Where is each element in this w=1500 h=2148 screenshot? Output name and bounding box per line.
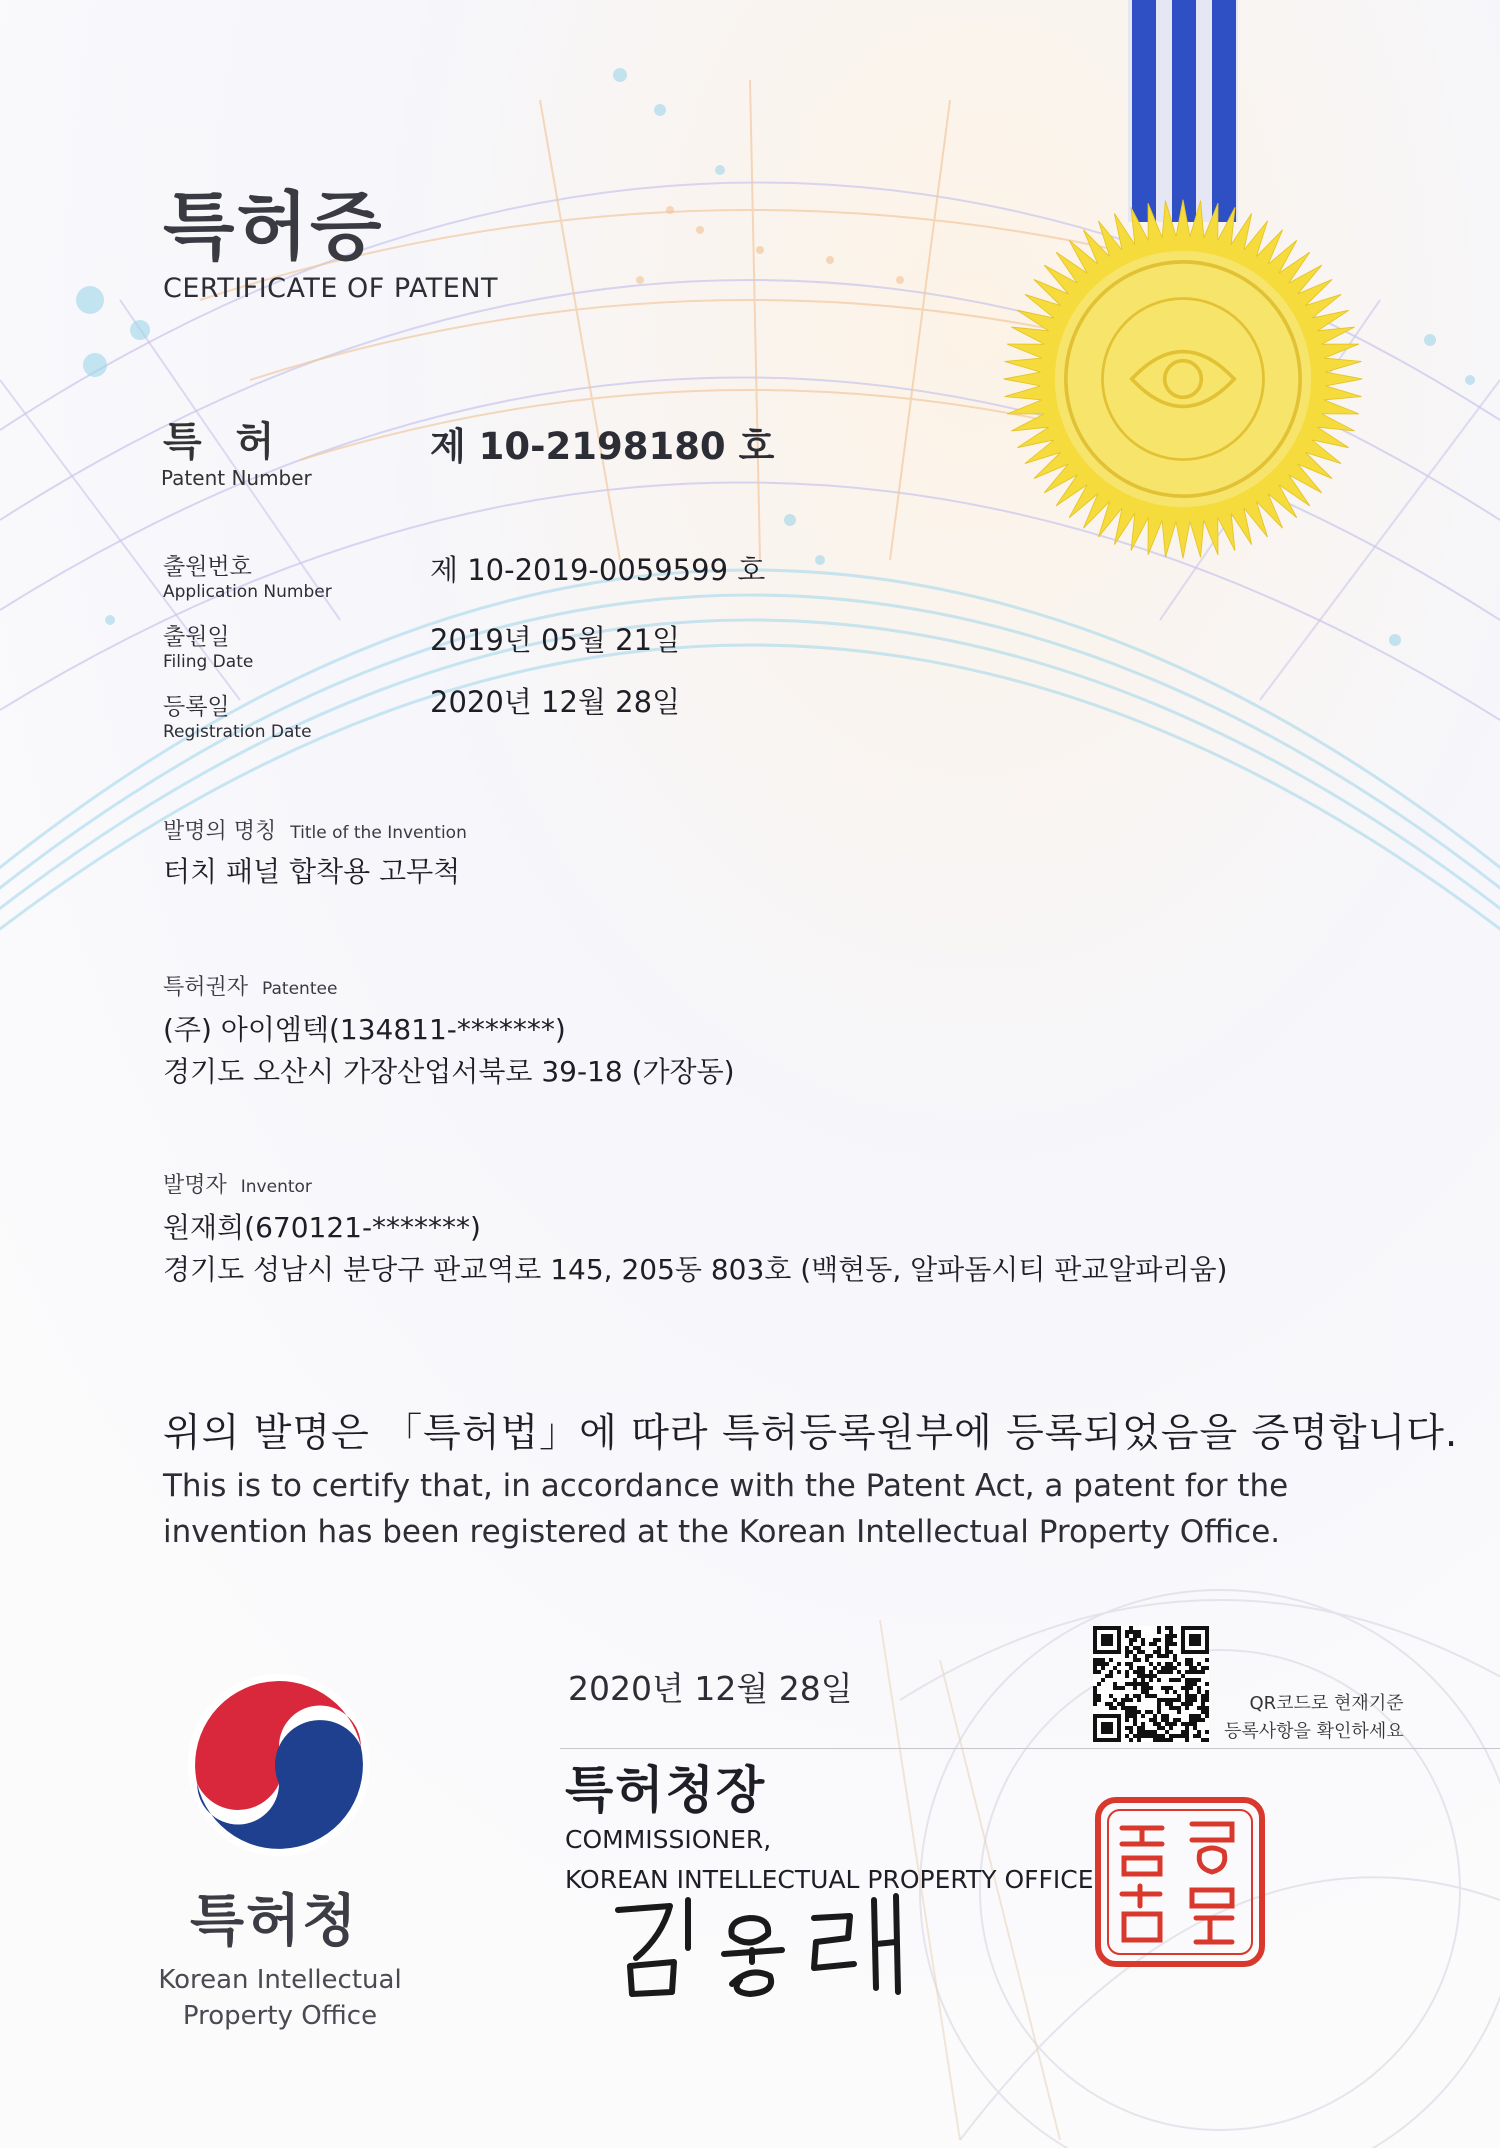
qr-instruction-line2: 등록사항을 확인하세요 <box>1224 1721 1404 1742</box>
patentee-label-en: Patentee <box>262 979 338 999</box>
registration-date-label: 등록일 <box>163 694 230 720</box>
kipo-name-en <box>150 1962 410 2034</box>
document-title: 특허증 <box>163 184 384 270</box>
filing-date-label: 출원일 <box>163 624 230 650</box>
issue-date: 2020년 12월 28일 <box>568 1669 853 1708</box>
ribbon-decoration <box>1128 0 1238 222</box>
application-number-label-en: Application Number <box>163 582 332 602</box>
patent-number-label: 특 허 <box>163 419 285 465</box>
signature-divider <box>560 1748 1500 1749</box>
patent-number-value: 제 10-2198180 호 <box>430 425 775 468</box>
application-number-label: 출원번호 <box>163 554 252 580</box>
inventor-section <box>163 1168 1227 1291</box>
inventor-address: 경기도 성남시 분당구 판교역로 145, 205동 803호 (백현동, 알파돔시티 판교알파리움) <box>163 1253 1228 1286</box>
kipo-taegeuk-logo <box>186 1672 372 1858</box>
registration-date-value: 2020년 12월 28일 <box>430 685 681 719</box>
registration-date-label-en: Registration Date <box>163 722 312 742</box>
patentee-name: (주) 아이엠텍(134811-*******) <box>163 1013 566 1046</box>
certification-statement-en: This is to certify that, in accordance with the Patent Act, a patent for the invention has been registered at the Korean Intellectual Property Office. <box>163 1468 1289 1550</box>
invention-label: 발명의 명칭 <box>163 819 277 844</box>
commissioner-title-en-line2: KOREAN INTELLECTUAL PROPERTY OFFICE <box>565 1865 1094 1894</box>
patentee-section <box>163 970 735 1093</box>
qr-instruction <box>1224 1690 1404 1746</box>
patentee-address: 경기도 오산시 가장산업서북로 39-18 (가장동) <box>163 1055 735 1088</box>
kipo-name-en-line2: Property Office <box>182 2001 378 2031</box>
application-number-value: 제 10-2019-0059599 호 <box>430 553 766 587</box>
commissioner-title-en-line1: COMMISSIONER, <box>565 1825 772 1854</box>
patentee-label: 특허권자 <box>163 975 249 1000</box>
document-subtitle: CERTIFICATE OF PATENT <box>163 273 499 304</box>
inventor-name: 원재희(670121-*******) <box>163 1211 481 1244</box>
patent-number-label-en: Patent Number <box>161 466 312 490</box>
filing-date-value: 2019년 05월 21일 <box>430 623 681 657</box>
commissioner-title-ko: 특허청장 <box>565 1761 767 1819</box>
invention-section <box>163 814 467 893</box>
invention-label-en: Title of the Invention <box>290 823 467 843</box>
qr-code[interactable] <box>1093 1626 1209 1742</box>
kipo-name-en-line1: Korean Intellectual <box>158 1965 402 1995</box>
gold-seal-emblem <box>1000 196 1366 562</box>
invention-title: 터치 패널 합착용 고무척 <box>163 855 461 888</box>
inventor-label: 발명자 <box>163 1173 227 1198</box>
certification-statement-ko: 위의 발명은 「특허법」에 따라 특허등록원부에 등록되었음을 증명합니다. <box>163 1411 1459 1456</box>
kipo-name-ko: 특허청 <box>190 1889 359 1954</box>
inventor-label-en: Inventor <box>240 1177 312 1197</box>
commissioner-signature <box>600 1888 940 1998</box>
official-seal-stamp <box>1092 1794 1268 1970</box>
qr-instruction-line1: QR코드로 현재기준 <box>1249 1693 1404 1714</box>
filing-date-label-en: Filing Date <box>163 652 254 672</box>
